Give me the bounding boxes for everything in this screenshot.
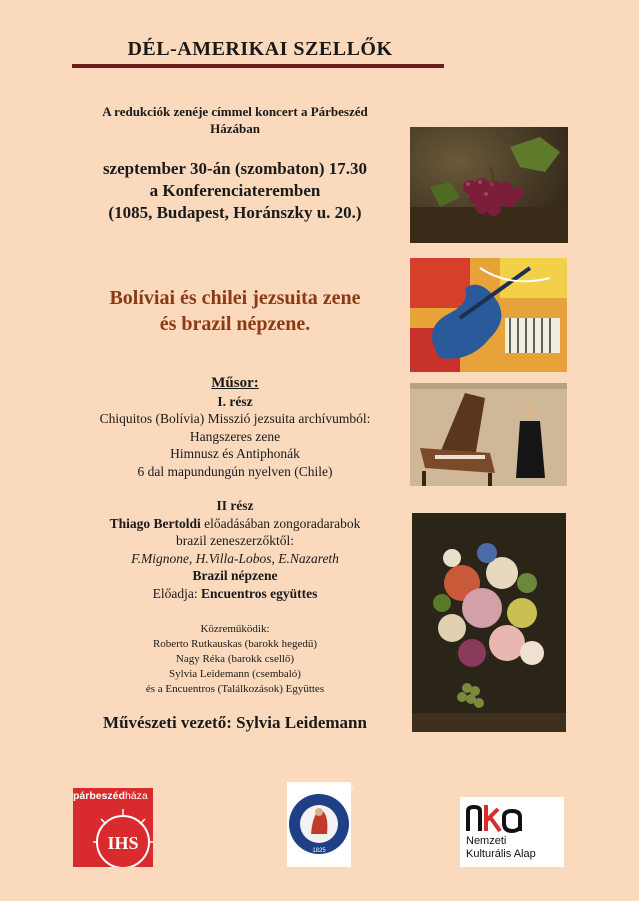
performed-by-prefix: Előadja: [152, 585, 201, 601]
subtitle-line: Házában [210, 121, 260, 136]
subtitle-line: A redukciók zenéje címmel koncert a Párbeszéd [102, 104, 368, 119]
contributor-line: Sylvia Leidemann (csembaló) [169, 668, 301, 680]
nka-line: Kulturális Alap [466, 847, 536, 860]
program-section [60, 375, 410, 602]
academy-name: MAGYAR TUDOMÁNYOS AKADÉMIA [287, 787, 354, 791]
ihs-emblem-icon [73, 804, 153, 867]
part1-line: Chiquitos (Bolívia) Misszió jezsuita archívumból: [99, 411, 371, 426]
composers-list: F.Mignone, H.Villa-Lobos, E.Nazareth [131, 550, 339, 566]
violin-painting [410, 258, 567, 372]
haza-logo-word: háza [124, 790, 148, 802]
contributor-line: Nagy Réka (barokk csellő) [175, 653, 295, 665]
part1-line: Hangszeres zene [189, 428, 281, 444]
parbeszed-logo-text [73, 790, 153, 802]
headline-line: Bolíviai és chilei jezsuita zene [109, 287, 361, 309]
artistic-director: Művészeti vezető: Sylvia Leidemann [103, 713, 367, 732]
performed-by [60, 585, 410, 603]
academy-logo [287, 782, 354, 867]
poster-title: DÉL-AMERIKAI SZELLŐK [127, 38, 393, 60]
event-details [60, 158, 410, 224]
concert-subtitle [60, 103, 410, 137]
part2-line: brazil zeneszerzőktől: [175, 533, 295, 548]
folk-music: Brazil népzene [192, 568, 278, 583]
part1-line: 6 dal mapundungún nyelven (Chile) [137, 463, 333, 479]
event-venue: a Konferenciateremben [149, 181, 321, 200]
nka-line: Nemzeti [466, 835, 507, 847]
parbeszed-haza-logo [73, 788, 153, 867]
ensemble-name: Encuentros együttes [200, 585, 318, 601]
parbeszed-logo-word: párbeszéd [73, 790, 125, 802]
flowers-painting [412, 513, 566, 732]
headline-line: és brazil népzene. [159, 313, 311, 335]
svg-text:IHS: IHS [107, 833, 139, 853]
title-divider [72, 64, 444, 68]
performer-name: Thiago Bertoldi [109, 515, 201, 531]
contributors-heading: Közreműködik: [200, 623, 270, 635]
part2-line-rest: előadásában zongoradarabok [200, 515, 361, 531]
event-address: (1085, Budapest, Horánszky u. 20.) [108, 203, 362, 222]
part2-title: II rész [216, 498, 254, 513]
nka-mark-icon [466, 803, 526, 833]
nka-text [466, 835, 536, 860]
contributors-section [60, 622, 410, 697]
part2-line [60, 515, 410, 533]
grapes-painting [410, 127, 568, 243]
academy-year: 1825 [312, 848, 326, 854]
nka-logo [460, 797, 564, 867]
part1-title: I. rész [217, 393, 253, 409]
concert-headline [60, 285, 410, 337]
event-date: szeptember 30-án (szombaton) 17.30 [102, 159, 368, 178]
academy-seal-icon [287, 782, 354, 867]
part1-line: Himnusz és Antiphonák [170, 446, 300, 461]
contributor-line: és a Encuentros (Találkozások) Együttes [145, 683, 325, 695]
contributor-line: Roberto Rutkauskas (barokk hegedű) [152, 638, 318, 650]
program-heading: Műsor: [211, 375, 259, 391]
harpsichord-photo [410, 383, 567, 486]
